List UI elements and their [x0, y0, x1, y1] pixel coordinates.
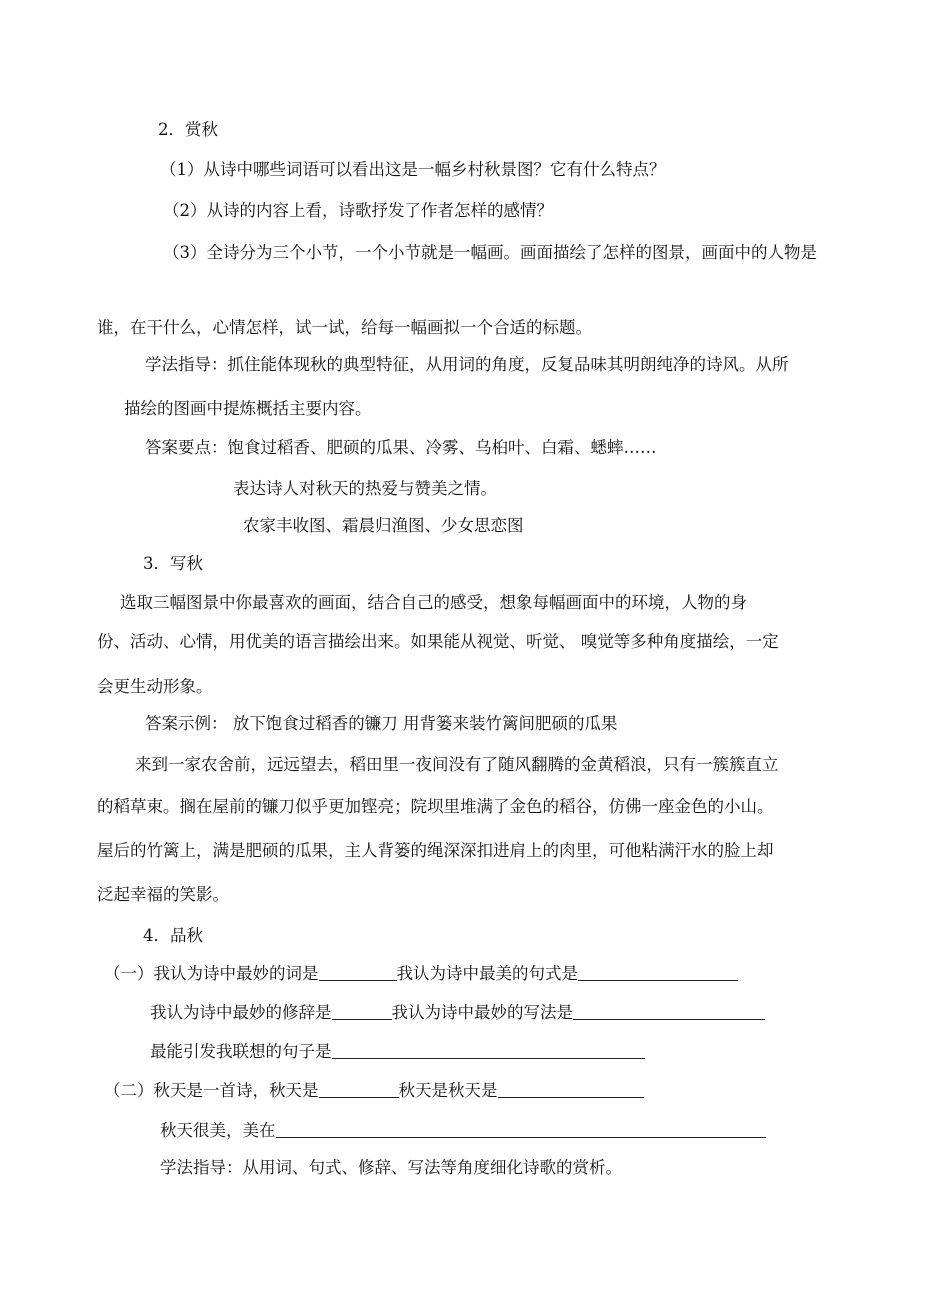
section-2-heading: 2．赏秋	[158, 120, 218, 139]
fill-label-autumn-is: 秋天是秋天是	[398, 1081, 498, 1100]
example-line-4: 泛起幸福的笑影。	[97, 885, 229, 904]
example-line-3: 屋后的竹篱上，满是肥硕的瓜果，主人背篓的绳深深扣进肩上的肉里，可他粘满汗水的脸上却	[97, 841, 774, 860]
question-2: （2）从诗的内容上看，诗歌抒发了作者怎样的感情？	[163, 201, 553, 220]
fill-label-autumn-poem: （二）秋天是一首诗，秋天是	[104, 1081, 319, 1100]
method-guide-section-4: 学法指导：从用词、句式、修辞、写法等角度细化诗歌的赏析。	[160, 1158, 622, 1177]
method-guide-line-2: 描绘的图画中提炼概括主要内容。	[124, 399, 372, 418]
blank-best-sentence[interactable]	[578, 964, 738, 981]
fill-label-beautiful-in: 秋天很美，美在	[160, 1121, 276, 1140]
question-3-line-2: 谁，在干什么，心情怎样，试一试，给每一幅画拟一个合适的标题。	[97, 318, 592, 337]
answer-emotion: 表达诗人对秋天的热爱与赞美之情。	[233, 479, 497, 498]
fill-in-line-4	[104, 1080, 644, 1102]
writing-prompt-line-2: 份、活动、心情，用优美的语言描绘出来。如果能从视觉、听觉、 嗅觉等多种角度描绘，一定	[97, 632, 779, 651]
fill-in-line-3	[150, 1041, 645, 1063]
blank-autumn-is-1[interactable]	[319, 1081, 399, 1098]
blank-association[interactable]	[332, 1042, 645, 1059]
blank-autumn-is-2[interactable]	[498, 1081, 644, 1098]
fill-in-line-1	[104, 963, 738, 985]
example-line-2: 的稻草束。搁在屋前的镰刀似乎更加铿亮；院坝里堆满了金色的稻谷，仿佛一座金色的小山。	[97, 797, 774, 816]
section-4-heading: 4．品秋	[143, 926, 203, 945]
answer-example-heading: 答案示例： 放下饱食过稻香的镰刀 用背篓来装竹篱间肥硕的瓜果	[145, 714, 618, 733]
fill-in-line-2	[150, 1002, 765, 1024]
answer-titles: 农家丰收图、霜晨归渔图、少女思恋图	[243, 516, 524, 535]
fill-label-best-word: （一）我认为诗中最妙的词是	[104, 964, 319, 983]
question-3-line-1: （3）全诗分为三个小节，一个小节就是一幅画。画面描绘了怎样的图景，画面中的人物是	[163, 243, 817, 262]
writing-prompt-line-3: 会更生动形象。	[97, 677, 213, 696]
writing-prompt-line-1: 选取三幅图景中你最喜欢的画面，结合自己的感受，想象每幅画面中的环境，人物的身	[120, 593, 747, 612]
fill-label-best-sentence: 我认为诗中最美的句式是	[396, 964, 578, 983]
section-3-heading: 3．写秋	[143, 554, 203, 573]
question-1: （1）从诗中哪些词语可以看出这是一幅乡村秋景图？它有什么特点？	[160, 160, 666, 179]
blank-beautiful-in[interactable]	[276, 1121, 766, 1138]
example-line-1: 来到一家农舍前，远远望去，稻田里一夜间没有了随风翻腾的金黄稻浪，只有一簇簇直立	[135, 755, 779, 774]
fill-label-best-rhetoric: 我认为诗中最妙的修辞是	[150, 1003, 332, 1022]
blank-best-rhetoric[interactable]	[332, 1003, 392, 1020]
blank-best-technique[interactable]	[573, 1003, 765, 1020]
answer-points: 答案要点：饱食过稻香、肥硕的瓜果、冷雾、乌桕叶、白霜、蟋蟀……	[145, 438, 657, 457]
fill-label-best-technique: 我认为诗中最妙的写法是	[391, 1003, 573, 1022]
fill-label-association: 最能引发我联想的句子是	[150, 1042, 332, 1061]
blank-best-word[interactable]	[319, 964, 397, 981]
fill-in-line-5	[160, 1120, 766, 1142]
method-guide-line-1: 学法指导：抓住能体现秋的典型特征，从用词的角度，反复品味其明朗纯净的诗风。从所	[145, 355, 789, 374]
